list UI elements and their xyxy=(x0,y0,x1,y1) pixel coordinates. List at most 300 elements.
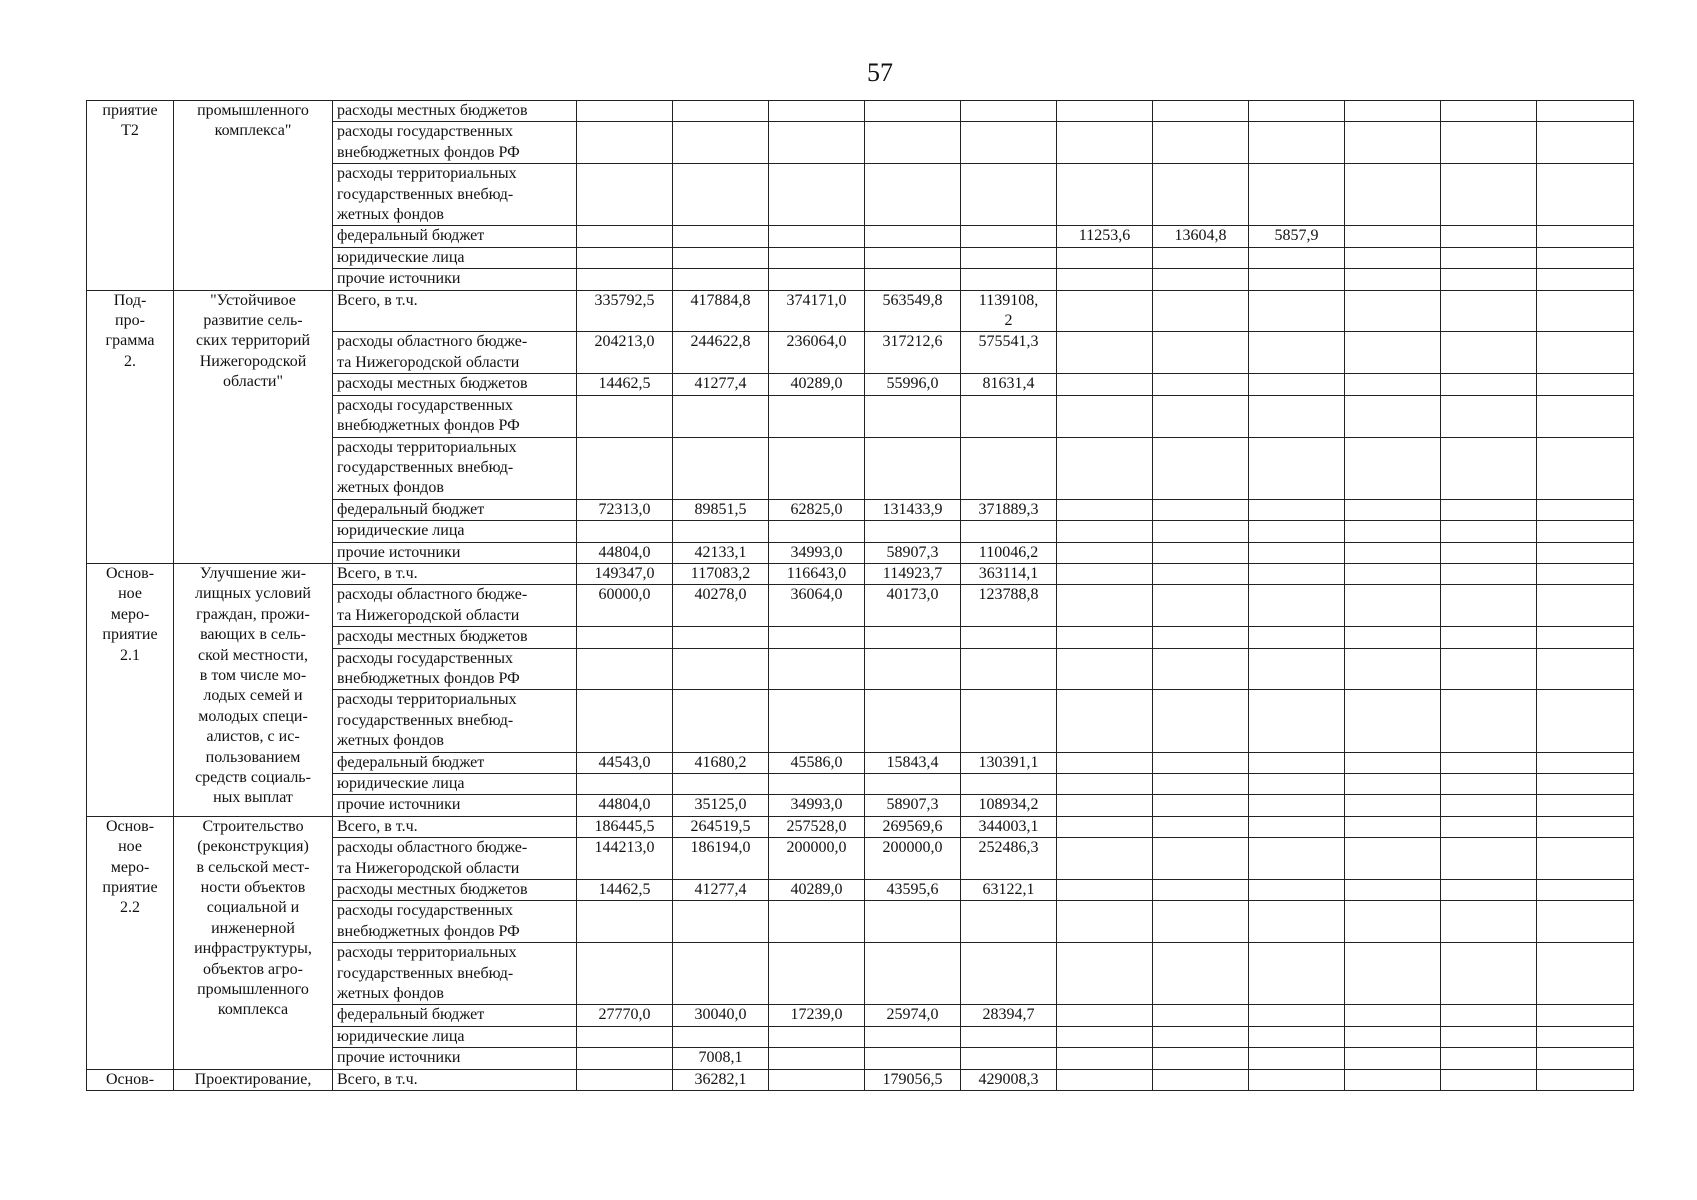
table-row xyxy=(87,101,1634,122)
value-cell xyxy=(1537,101,1634,122)
value-cell xyxy=(1441,164,1537,226)
value-cell xyxy=(1441,648,1537,690)
value-cell xyxy=(1153,648,1249,690)
value-cell xyxy=(769,122,865,164)
value-cell xyxy=(1057,838,1153,880)
value-cell xyxy=(673,943,769,1005)
funding-source-cell: расходы государственных внебюджетных фондов РФ xyxy=(333,648,577,690)
value-cell xyxy=(1345,880,1441,901)
value-cell xyxy=(1249,816,1345,837)
value-cell xyxy=(1249,1069,1345,1090)
value-cell xyxy=(1057,901,1153,943)
value-cell: 89851,5 xyxy=(673,499,769,520)
program-code-cell: приятие Т2 xyxy=(87,101,174,291)
value-cell xyxy=(769,1026,865,1047)
value-cell xyxy=(961,648,1057,690)
value-cell xyxy=(1153,437,1249,499)
funding-source-cell: расходы территориальных государственных внебюд- жетных фондов xyxy=(333,437,577,499)
value-cell xyxy=(1537,247,1634,268)
value-cell xyxy=(1057,585,1153,627)
value-cell xyxy=(673,437,769,499)
value-cell xyxy=(1249,563,1345,584)
value-cell xyxy=(1153,1026,1249,1047)
value-cell: 204213,0 xyxy=(577,332,673,374)
value-cell: 110046,2 xyxy=(961,542,1057,563)
value-cell: 108934,2 xyxy=(961,795,1057,816)
page-number: 57 xyxy=(867,58,893,87)
value-cell: 7008,1 xyxy=(673,1048,769,1069)
value-cell xyxy=(1249,901,1345,943)
funding-source-cell: расходы государственных внебюджетных фондов РФ xyxy=(333,122,577,164)
value-cell xyxy=(1153,752,1249,773)
value-cell xyxy=(1537,774,1634,795)
value-cell xyxy=(961,774,1057,795)
funding-source-cell: прочие источники xyxy=(333,542,577,563)
value-cell: 130391,1 xyxy=(961,752,1057,773)
value-cell xyxy=(769,521,865,542)
value-cell xyxy=(1345,774,1441,795)
value-cell xyxy=(1249,332,1345,374)
value-cell xyxy=(673,226,769,247)
value-cell xyxy=(961,164,1057,226)
value-cell: 363114,1 xyxy=(961,563,1057,584)
value-cell xyxy=(673,1026,769,1047)
value-cell xyxy=(1057,816,1153,837)
value-cell xyxy=(1249,838,1345,880)
value-cell xyxy=(1441,880,1537,901)
value-cell xyxy=(1153,374,1249,395)
funding-source-cell: юридические лица xyxy=(333,521,577,542)
value-cell xyxy=(1441,1026,1537,1047)
value-cell xyxy=(1345,269,1441,290)
value-cell xyxy=(673,901,769,943)
value-cell: 40289,0 xyxy=(769,374,865,395)
value-cell xyxy=(1153,880,1249,901)
value-cell: 144213,0 xyxy=(577,838,673,880)
value-cell xyxy=(1537,1069,1634,1090)
value-cell xyxy=(865,247,961,268)
funding-source-cell: расходы территориальных государственных внебюд- жетных фондов xyxy=(333,164,577,226)
value-cell xyxy=(1057,437,1153,499)
value-cell xyxy=(865,690,961,752)
value-cell xyxy=(1345,101,1441,122)
value-cell xyxy=(1153,901,1249,943)
value-cell xyxy=(577,943,673,1005)
value-cell xyxy=(1345,901,1441,943)
value-cell xyxy=(1345,290,1441,332)
value-cell xyxy=(865,269,961,290)
value-cell: 575541,3 xyxy=(961,332,1057,374)
value-cell xyxy=(1537,269,1634,290)
value-cell: 81631,4 xyxy=(961,374,1057,395)
value-cell xyxy=(1537,690,1634,752)
value-cell xyxy=(1345,1005,1441,1026)
value-cell xyxy=(1345,374,1441,395)
program-name-cell: Проектирование, xyxy=(174,1069,333,1090)
value-cell xyxy=(1441,585,1537,627)
value-cell xyxy=(1441,521,1537,542)
value-cell: 44804,0 xyxy=(577,795,673,816)
value-cell: 131433,9 xyxy=(865,499,961,520)
value-cell: 417884,8 xyxy=(673,290,769,332)
value-cell xyxy=(1057,1069,1153,1090)
value-cell xyxy=(1441,247,1537,268)
value-cell xyxy=(1249,690,1345,752)
value-cell xyxy=(1057,774,1153,795)
value-cell: 15843,4 xyxy=(865,752,961,773)
value-cell xyxy=(1441,627,1537,648)
value-cell xyxy=(1153,101,1249,122)
value-cell xyxy=(1249,1048,1345,1069)
value-cell xyxy=(1345,795,1441,816)
value-cell xyxy=(769,101,865,122)
value-cell xyxy=(1249,374,1345,395)
value-cell xyxy=(673,122,769,164)
value-cell xyxy=(961,247,1057,268)
value-cell xyxy=(1249,1005,1345,1026)
value-cell: 244622,8 xyxy=(673,332,769,374)
value-cell xyxy=(577,1048,673,1069)
funding-source-cell: расходы областного бюдже- та Нижегородской области xyxy=(333,838,577,880)
value-cell: 35125,0 xyxy=(673,795,769,816)
program-name-cell: промышленного комплекса" xyxy=(174,101,333,291)
value-cell xyxy=(1057,247,1153,268)
value-cell xyxy=(1345,247,1441,268)
value-cell: 55996,0 xyxy=(865,374,961,395)
value-cell xyxy=(865,627,961,648)
table-row xyxy=(87,816,1634,837)
value-cell xyxy=(1057,648,1153,690)
value-cell xyxy=(1249,290,1345,332)
value-cell xyxy=(1345,563,1441,584)
funding-source-cell: расходы местных бюджетов xyxy=(333,101,577,122)
value-cell: 123788,8 xyxy=(961,585,1057,627)
value-cell xyxy=(673,690,769,752)
value-cell: 17239,0 xyxy=(769,1005,865,1026)
value-cell: 40289,0 xyxy=(769,880,865,901)
value-cell xyxy=(1153,627,1249,648)
value-cell xyxy=(1153,247,1249,268)
program-name-cell: Строительство (реконструкция) в сельской мест- ности объектов социальной и инженерной инфраструктуры, объектов агро- промышленного комплекса xyxy=(174,816,333,1069)
value-cell: 186194,0 xyxy=(673,838,769,880)
value-cell xyxy=(1345,838,1441,880)
value-cell xyxy=(1345,816,1441,837)
value-cell xyxy=(1537,122,1634,164)
value-cell xyxy=(1537,542,1634,563)
program-name-cell: Улучшение жи- лищных условий граждан, прожи- вающих в сель- ской местности, в том числе мо- лодых семей и молодых специ- алистов, с ис- пользованием средств социаль- ных выплат xyxy=(174,563,333,816)
value-cell xyxy=(577,395,673,437)
funding-source-cell: расходы местных бюджетов xyxy=(333,627,577,648)
value-cell xyxy=(1153,563,1249,584)
value-cell xyxy=(1153,290,1249,332)
value-cell xyxy=(865,164,961,226)
value-cell xyxy=(961,101,1057,122)
funding-source-cell: Всего, в т.ч. xyxy=(333,816,577,837)
value-cell xyxy=(1153,332,1249,374)
funding-source-cell: юридические лица xyxy=(333,774,577,795)
value-cell xyxy=(1249,627,1345,648)
value-cell: 40278,0 xyxy=(673,585,769,627)
value-cell xyxy=(1249,795,1345,816)
value-cell: 27770,0 xyxy=(577,1005,673,1026)
value-cell xyxy=(1249,542,1345,563)
funding-source-cell: федеральный бюджет xyxy=(333,499,577,520)
value-cell xyxy=(1537,437,1634,499)
funding-source-cell: расходы государственных внебюджетных фондов РФ xyxy=(333,395,577,437)
value-cell xyxy=(1345,943,1441,1005)
value-cell: 40173,0 xyxy=(865,585,961,627)
value-cell xyxy=(1153,122,1249,164)
value-cell xyxy=(1057,795,1153,816)
value-cell xyxy=(769,1069,865,1090)
value-cell xyxy=(1153,1048,1249,1069)
value-cell xyxy=(1441,838,1537,880)
value-cell: 13604,8 xyxy=(1153,226,1249,247)
funding-source-cell: прочие источники xyxy=(333,1048,577,1069)
value-cell: 41680,2 xyxy=(673,752,769,773)
value-cell xyxy=(1441,816,1537,837)
value-cell xyxy=(577,690,673,752)
value-cell xyxy=(1441,795,1537,816)
value-cell xyxy=(1537,627,1634,648)
value-cell xyxy=(961,226,1057,247)
value-cell xyxy=(673,164,769,226)
value-cell xyxy=(1441,774,1537,795)
program-code-cell: Основ- ное меро- приятие 2.2 xyxy=(87,816,174,1069)
value-cell xyxy=(1153,690,1249,752)
value-cell xyxy=(865,122,961,164)
value-cell xyxy=(1249,122,1345,164)
value-cell xyxy=(769,247,865,268)
value-cell xyxy=(1153,164,1249,226)
value-cell xyxy=(1345,1026,1441,1047)
value-cell: 200000,0 xyxy=(865,838,961,880)
value-cell: 149347,0 xyxy=(577,563,673,584)
value-cell: 30040,0 xyxy=(673,1005,769,1026)
value-cell xyxy=(1345,437,1441,499)
value-cell xyxy=(769,395,865,437)
value-cell xyxy=(673,395,769,437)
value-cell xyxy=(1345,1069,1441,1090)
value-cell xyxy=(1153,395,1249,437)
value-cell: 44804,0 xyxy=(577,542,673,563)
value-cell xyxy=(1153,774,1249,795)
funding-source-cell: расходы государственных внебюджетных фондов РФ xyxy=(333,901,577,943)
value-cell xyxy=(1537,1005,1634,1026)
value-cell xyxy=(1537,838,1634,880)
value-cell xyxy=(1057,499,1153,520)
value-cell: 34993,0 xyxy=(769,542,865,563)
value-cell xyxy=(769,226,865,247)
value-cell xyxy=(1441,499,1537,520)
funding-source-cell: юридические лица xyxy=(333,1026,577,1047)
funding-source-cell: федеральный бюджет xyxy=(333,752,577,773)
value-cell xyxy=(961,521,1057,542)
value-cell xyxy=(1249,101,1345,122)
value-cell xyxy=(1441,226,1537,247)
value-cell xyxy=(865,101,961,122)
value-cell xyxy=(865,1048,961,1069)
value-cell xyxy=(1345,226,1441,247)
value-cell: 14462,5 xyxy=(577,374,673,395)
value-cell xyxy=(1441,542,1537,563)
value-cell xyxy=(1057,563,1153,584)
value-cell xyxy=(1441,437,1537,499)
value-cell: 371889,3 xyxy=(961,499,1057,520)
value-cell xyxy=(769,943,865,1005)
value-cell xyxy=(1537,290,1634,332)
value-cell: 11253,6 xyxy=(1057,226,1153,247)
value-cell xyxy=(577,627,673,648)
value-cell: 114923,7 xyxy=(865,563,961,584)
funding-source-cell: прочие источники xyxy=(333,795,577,816)
value-cell xyxy=(961,395,1057,437)
value-cell xyxy=(577,247,673,268)
value-cell xyxy=(1537,795,1634,816)
value-cell xyxy=(1441,1048,1537,1069)
value-cell xyxy=(1537,521,1634,542)
value-cell xyxy=(1153,542,1249,563)
funding-source-cell: расходы территориальных государственных внебюд- жетных фондов xyxy=(333,943,577,1005)
value-cell xyxy=(1057,752,1153,773)
value-cell xyxy=(1537,1048,1634,1069)
value-cell xyxy=(1537,395,1634,437)
value-cell xyxy=(1057,101,1153,122)
value-cell: 116643,0 xyxy=(769,563,865,584)
funding-source-cell: федеральный бюджет xyxy=(333,226,577,247)
value-cell xyxy=(1345,332,1441,374)
value-cell: 563549,8 xyxy=(865,290,961,332)
value-cell xyxy=(1249,437,1345,499)
value-cell xyxy=(769,1048,865,1069)
value-cell xyxy=(1249,164,1345,226)
value-cell xyxy=(1345,1048,1441,1069)
value-cell xyxy=(577,437,673,499)
value-cell xyxy=(865,648,961,690)
value-cell: 264519,5 xyxy=(673,816,769,837)
value-cell: 62825,0 xyxy=(769,499,865,520)
value-cell xyxy=(673,269,769,290)
funding-source-cell: прочие источники xyxy=(333,269,577,290)
value-cell xyxy=(961,690,1057,752)
value-cell xyxy=(1057,521,1153,542)
value-cell xyxy=(1153,816,1249,837)
value-cell: 5857,9 xyxy=(1249,226,1345,247)
value-cell xyxy=(1441,332,1537,374)
table-row xyxy=(87,1069,1634,1090)
value-cell xyxy=(577,269,673,290)
funding-source-cell: федеральный бюджет xyxy=(333,1005,577,1026)
value-cell xyxy=(1441,269,1537,290)
value-cell xyxy=(865,226,961,247)
value-cell xyxy=(1345,542,1441,563)
value-cell: 34993,0 xyxy=(769,795,865,816)
value-cell xyxy=(1249,585,1345,627)
value-cell xyxy=(1537,943,1634,1005)
value-cell: 186445,5 xyxy=(577,816,673,837)
value-cell xyxy=(961,122,1057,164)
value-cell xyxy=(1441,901,1537,943)
value-cell xyxy=(1153,499,1249,520)
funding-source-cell: расходы областного бюдже- та Нижегородской области xyxy=(333,332,577,374)
value-cell xyxy=(865,395,961,437)
value-cell: 72313,0 xyxy=(577,499,673,520)
program-code-cell: Основ- ное меро- приятие 2.1 xyxy=(87,563,174,816)
value-cell xyxy=(1345,395,1441,437)
value-cell xyxy=(577,164,673,226)
value-cell xyxy=(1057,880,1153,901)
value-cell xyxy=(673,648,769,690)
value-cell xyxy=(1249,1026,1345,1047)
value-cell xyxy=(1441,1069,1537,1090)
value-cell xyxy=(1537,901,1634,943)
value-cell xyxy=(1537,499,1634,520)
value-cell xyxy=(1057,395,1153,437)
value-cell: 117083,2 xyxy=(673,563,769,584)
value-cell xyxy=(769,164,865,226)
value-cell: 14462,5 xyxy=(577,880,673,901)
value-cell xyxy=(1057,1026,1153,1047)
value-cell xyxy=(577,648,673,690)
value-cell xyxy=(1057,290,1153,332)
value-cell xyxy=(577,226,673,247)
value-cell: 25974,0 xyxy=(865,1005,961,1026)
value-cell xyxy=(1537,332,1634,374)
value-cell: 44543,0 xyxy=(577,752,673,773)
value-cell xyxy=(865,437,961,499)
value-cell: 41277,4 xyxy=(673,374,769,395)
value-cell: 200000,0 xyxy=(769,838,865,880)
value-cell xyxy=(1345,690,1441,752)
value-cell xyxy=(961,901,1057,943)
value-cell xyxy=(673,247,769,268)
value-cell xyxy=(1441,290,1537,332)
program-name-cell: "Устойчивое развитие сель- ских территорий Нижегородской области" xyxy=(174,290,333,563)
table-row xyxy=(87,290,1634,332)
value-cell xyxy=(1153,838,1249,880)
funding-source-cell: расходы местных бюджетов xyxy=(333,374,577,395)
value-cell xyxy=(1537,226,1634,247)
value-cell xyxy=(1441,1005,1537,1026)
value-cell xyxy=(1057,542,1153,563)
value-cell xyxy=(1537,752,1634,773)
value-cell xyxy=(673,101,769,122)
value-cell xyxy=(673,774,769,795)
value-cell xyxy=(1441,563,1537,584)
value-cell xyxy=(769,269,865,290)
value-cell: 28394,7 xyxy=(961,1005,1057,1026)
value-cell xyxy=(1537,816,1634,837)
value-cell xyxy=(1249,499,1345,520)
value-cell xyxy=(1345,164,1441,226)
value-cell xyxy=(577,901,673,943)
value-cell xyxy=(1345,521,1441,542)
program-code-cell: Под- про- грамма 2. xyxy=(87,290,174,563)
value-cell: 36064,0 xyxy=(769,585,865,627)
value-cell xyxy=(1057,164,1153,226)
value-cell xyxy=(1441,690,1537,752)
funding-source-cell: расходы территориальных государственных внебюд- жетных фондов xyxy=(333,690,577,752)
value-cell xyxy=(1345,122,1441,164)
value-cell xyxy=(1153,585,1249,627)
value-cell xyxy=(1441,101,1537,122)
funding-source-cell: Всего, в т.ч. xyxy=(333,1069,577,1090)
value-cell xyxy=(1153,521,1249,542)
funding-source-cell: юридические лица xyxy=(333,247,577,268)
value-cell xyxy=(1537,880,1634,901)
budget-table xyxy=(86,100,1634,1091)
value-cell xyxy=(1057,269,1153,290)
